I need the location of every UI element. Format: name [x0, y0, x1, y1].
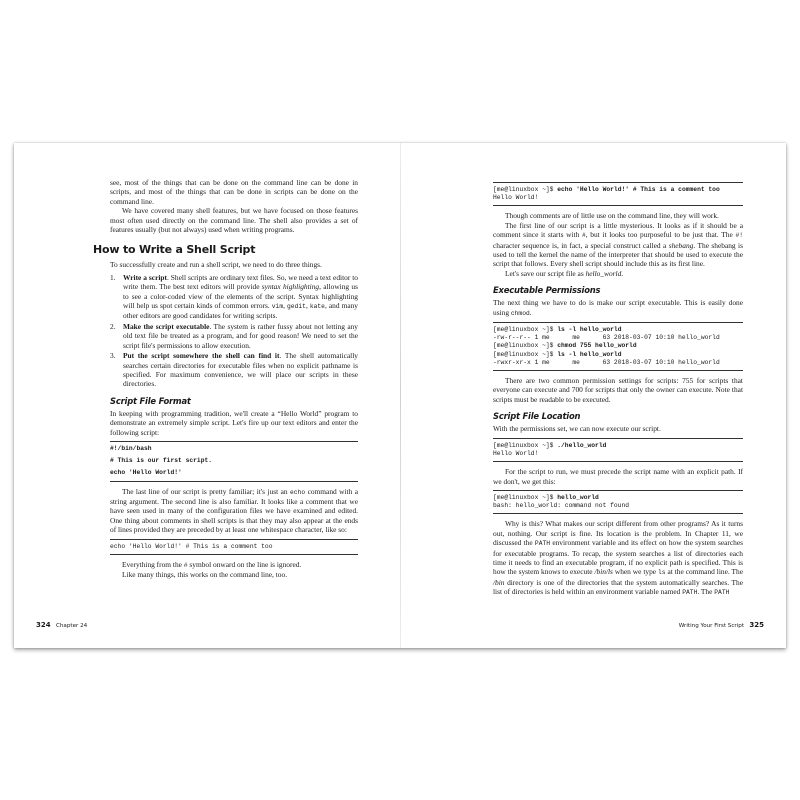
explain-paragraph [110, 487, 358, 535]
lead-paragraph: To successfully create and run a shell script, we need to do three things. [110, 260, 322, 270]
step-text: . The shell automatically searches certain directories for executable files when no explicit pathname is specified. For maximum convenience, we will place our scripts in these directories. [123, 351, 358, 389]
inline-code: echo [290, 488, 306, 496]
shell-command: echo 'Hello World!' # This is a comment too [557, 186, 720, 193]
step-title: Put the script somewhere the shell can find it [123, 351, 280, 361]
section-heading: How to Write a Shell Script [93, 243, 256, 257]
shell-command: chmod 755 hello_world [557, 342, 637, 350]
code-line: #!/bin/bash [110, 444, 152, 452]
italic-term: hello_world [585, 268, 622, 278]
paragraph-text: . The [697, 587, 715, 597]
paragraph-text: command with a string argument. The second line is also familiar. It looks like a comment that we have seen used in many of the configuration files we have examined and edited. One thing about comments in shell scripts is that they may also appear at the ends of lines provided they are preceded by at least one whitespace character, like so: [110, 486, 358, 535]
shell-command: ls -l hello_world [557, 326, 622, 334]
shell-output: -rw-r--r-- 1 me me 63 2018-03-07 10:10 hello_world [493, 334, 720, 342]
step-text: , [305, 301, 310, 311]
step-text: , [283, 301, 288, 311]
format-paragraph: In keeping with programming tradition, we'll create a “Hello World” program to demonstrate an extremely simple script. Let's fire up our text editors and enter the following script: [110, 408, 358, 437]
list-item [110, 322, 358, 350]
permission-settings-paragraph: There are two common permission settings for scripts: 755 for scripts that everyone can execute and 700 for scripts that only the owner can execute. Note that scripts must be readable to be executed. [493, 376, 743, 404]
features-paragraph: We have covered many shell features, but we have focused on those features most often used directly on the command line. The shell also provides a set of features usually (but not always) used when writing programs. [110, 206, 358, 235]
step-text: , and many other editors are good candidates for writing scripts. [123, 301, 359, 321]
italic-term: /bin/ls [594, 567, 613, 577]
steps-list [110, 273, 358, 389]
shell-command: hello_world [557, 493, 599, 501]
ignored-paragraph [110, 560, 358, 570]
shell-command: ls -l hello_world [557, 350, 622, 358]
list-number: 2. [110, 321, 116, 331]
paragraph-text: Everything from the [122, 559, 184, 569]
inline-code: # [183, 561, 188, 569]
paragraph-text: The last line of our script is pretty familiar; it's just an [122, 486, 291, 496]
terminal-block [493, 182, 743, 206]
step-title: Write a script [123, 272, 167, 282]
intro-paragraph: see, most of the things that can be done on the command line can be done in scripts, and most of the things that can be done in scripts can be done on the command line. [110, 178, 358, 206]
italic-term: /bin [493, 577, 505, 587]
comments-paragraph: Though comments are of little use on the command line, they will work. [505, 211, 719, 221]
page-footer [679, 621, 764, 629]
terminal-block [493, 438, 743, 462]
paragraph-text: Let's save our script file as [505, 268, 586, 278]
page-number: 325 [749, 621, 764, 629]
paragraph-text: . The shebang is used to tell the kernel the name of the interpreter that should be used to execute the script that follows. Every shell script should include this as its first line. [493, 240, 743, 269]
paragraph-text: Why is this? What makes our script different from other programs? As it turns out, nothing. Our script is fine. Its location is the problem. In Chapter 11, we discussed the [493, 519, 743, 548]
paragraph-text: , but it looks too purposeful to be just that. The [585, 230, 736, 240]
left-page [14, 143, 400, 648]
shell-output: -rwxr-xr-x 1 me me 63 2018-03-07 10:10 hello_world [493, 358, 720, 366]
inline-code: PATH [714, 589, 730, 597]
inline-code: PATH [534, 540, 551, 548]
shell-prompt: [me@linuxbox ~]$ [493, 186, 558, 193]
subsection-heading: Script File Format [110, 395, 191, 406]
inline-code: kate [309, 303, 325, 311]
step-italic: syntax highlighting [261, 282, 320, 292]
inline-code: # [581, 232, 586, 240]
page-footer [36, 621, 87, 629]
subsection-heading: Executable Permissions [493, 285, 601, 296]
shell-prompt: [me@linuxbox ~]$ [493, 326, 558, 334]
inline-code: gedit [287, 303, 306, 311]
step-text: . The system is rather fussy about not letting any old text file be treated as a program, and for good reason! We need to set the script file's permissions to allow execution. [123, 321, 358, 350]
page-number: 324 [36, 621, 51, 629]
subsection-heading: Script File Location [493, 411, 581, 422]
list-number: 1. [110, 272, 116, 282]
paragraph-text: character sequence is, in fact, a special construct called a [493, 240, 669, 250]
step-text: . Shell scripts are ordinary text files. So, we need a text editor to write them. The best text editors will provide [123, 272, 358, 292]
terminal-block [493, 322, 743, 371]
path-paragraph [493, 519, 743, 597]
paragraph-text: . [529, 307, 532, 317]
italic-term: shebang [668, 240, 694, 250]
precede-paragraph: For the script to run, we must precede the script name with an explicit path. If we don't, we get this: [493, 467, 743, 486]
paragraph-text: environment variable and its effect on how the system searches for executable programs. To recap, the system searches a list of directories each time it needs to find an executable program, if no explicit path is specified. This is how the system knows to execute [493, 538, 743, 577]
list-number: 3. [110, 351, 116, 361]
paragraph-text: symbol onward on the line is ignored. [187, 559, 302, 569]
shebang-paragraph [493, 221, 743, 269]
paragraph-text: . [621, 268, 624, 278]
paragraph-text: directory is one of the directories that the system automatically searches. The list of directories is held within an environment variable named [493, 577, 743, 597]
shell-prompt: [me@linuxbox ~]$ [493, 350, 558, 358]
inline-code: PATH [682, 589, 698, 597]
code-block [110, 539, 358, 555]
book-spread [14, 143, 786, 648]
code-line: echo 'Hello World!' # This is a comment too [110, 542, 273, 550]
step-title: Make the script executable [123, 321, 210, 331]
save-paragraph [493, 269, 743, 278]
running-footer: Chapter 24 [55, 623, 88, 629]
location-paragraph: With the permissions set, we can now execute our script. [493, 424, 661, 434]
shell-prompt: [me@linuxbox ~]$ [493, 342, 558, 350]
shell-command: ./hello_world [557, 441, 607, 449]
shell-prompt: [me@linuxbox ~]$ [493, 493, 558, 501]
right-column [493, 182, 743, 598]
paragraph-text: The next thing we have to do is make our script executable. This is easily done using [493, 298, 743, 317]
list-item [110, 351, 358, 389]
inline-code: #! [735, 232, 743, 240]
left-column [93, 178, 359, 580]
code-line: # This is our first script. [110, 457, 213, 465]
code-line: echo 'Hello World!' [110, 469, 182, 477]
inline-code: vim [271, 303, 284, 311]
code-block [110, 441, 358, 482]
shell-output: bash: hello_world: command not found [493, 502, 630, 510]
terminal-block [493, 490, 743, 514]
paragraph-text: when we type [612, 567, 658, 577]
shell-output: Hello World! [493, 194, 539, 202]
step-text: , allowing us to see a color-coded view of the elements of the script. Syntax highlighting will help us spot certain kinds of common errors. [123, 282, 358, 311]
paragraph-text: at the command line. The [665, 567, 743, 577]
inline-code: chmod [510, 309, 530, 317]
command-line-paragraph: Like many things, this works on the command line, too. [122, 570, 288, 580]
permissions-paragraph [493, 298, 743, 318]
shell-prompt: [me@linuxbox ~]$ [493, 441, 558, 449]
list-item [110, 273, 358, 321]
inline-code: ls [658, 569, 666, 577]
right-page [401, 143, 786, 648]
running-footer: Writing Your First Script [678, 623, 745, 629]
shell-output: Hello World! [493, 449, 539, 457]
paragraph-text: The first line of our script is a little mysterious. It looks as if it should be a comment since it starts with [493, 220, 743, 240]
